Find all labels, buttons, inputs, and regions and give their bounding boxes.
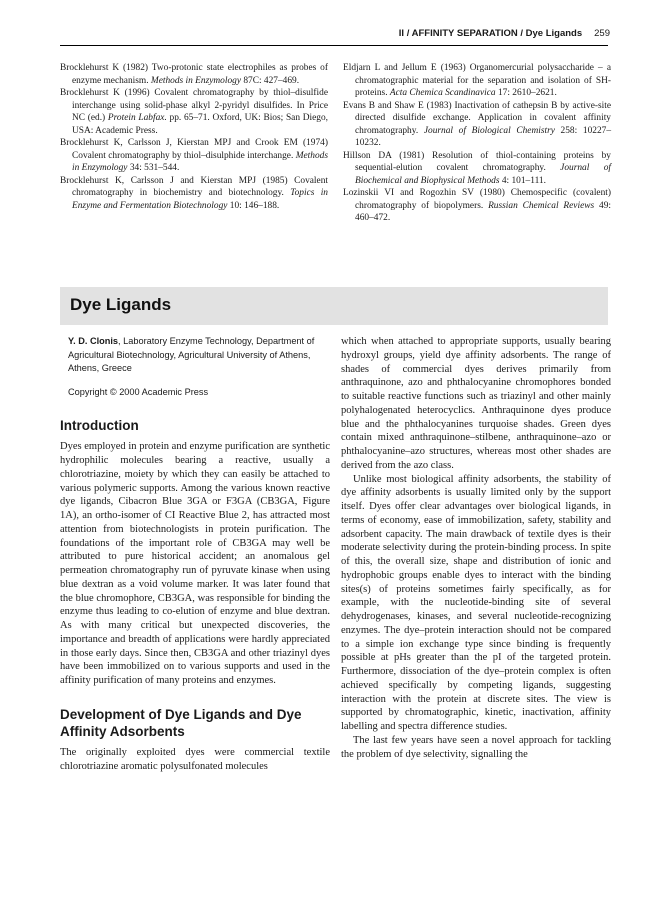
reference-item: Brocklehurst K, Carlsson J, Kierstan MPJ and Crook EM (1974) Covalent chromatography by thiol–disulphide interchange. Methods in Enzymology 34: 531–544. — [60, 138, 328, 173]
development-heading: Development of Dye Ligands and Dye Affinity Adsorbents — [60, 706, 302, 739]
reference-item: Eldjarn L and Jellum E (1963) Organomercurial polysaccharide – a chromatographic material for the separation and isolation of SH-proteins. Acta Chemica Scandinavica 17: 2610–2621. — [343, 63, 611, 98]
development-paragraph: The last few years have seen a novel approach for tackling the problem of dye selectivity, signalling the — [341, 734, 611, 760]
development-paragraph: Unlike most biological affinity adsorbents, the stability of dye affinity adsorbents is usually limited only by the support itself. Dyes offer clear advantages over biological ligands, in terms of economy, ease of immobilization, safety, stability and adsorbent capacity. The main drawback of textile dyes is their moderate selectivity during the protein-binding process. In spite of this, the overall size, shape and distribution of ionic and hydrophobic groups enable dyes to interact with the binding sites(s) of proteins sometimes fairly specifically, as for example, with the nucleotide-binding site of several dehydrogenases, kinases, and several nucleotide-recognizing enzymes. The dye–protein interaction should not be compared to a simple ion exchange type since binding is frequently possible at pHs greater than the pI of the targeted protein. Furthermore, dissociation of the dye–protein complex is often achieved specifically by competing ligands, suggesting interaction with the protein at discrete sites. The view is supported by chromatographic, kinetic, inactivation, affinity labelling and spectra difference studies. — [341, 473, 611, 732]
reference-item: Evans B and Shaw E (1983) Inactivation of cathepsin B by active-site directed disulfide exchange. Application in covalent affinity chromatography. Journal of Biological Chemistry 258: 10227–10232. — [343, 100, 612, 148]
reference-item: Brocklehurst K (1982) Two-protonic state electrophiles as probes of enzyme mechanism. Methods in Enzymology 87C: 427–469. — [60, 63, 328, 86]
page-number: 259 — [594, 28, 610, 39]
references-left-column — [60, 62, 328, 212]
development-paragraph-continued: which when attached to appropriate supports, usually bearing hydroxyl groups, yield dye affinity adsorbents. The range of shades of commercial dyes derives primarily from anthraquinone, azo and phthalocyanine chromophores bonded to suitable reactive functions such as triazinyl and other mainly polyhalogenated heterocyclics. Anthraquinone dyes produce blue and the phthalocyanines turquoise shades. Green dyes contain mixed anthraquinone–stilbene, anthraquinone–azo or phthalocyanine–azo structures, whereas most other shades are derived from the azo class. — [341, 336, 611, 471]
body-right-column — [341, 335, 611, 761]
references-right-column — [343, 62, 611, 225]
introduction-heading: Introduction — [60, 418, 139, 434]
article-title-banner — [60, 287, 608, 325]
body-left-column — [60, 335, 330, 773]
reference-item: Brocklehurst K (1996) Covalent chromatography by thiol–disulfide interchange using solid-phase alkyl 2-pyridyl disulfides. In Price NC (ed.) Protein Labfax. pp. 65–71. Oxford, UK: Bios; San Diego, USA: Academic Press. — [60, 88, 328, 136]
header-rule — [60, 45, 608, 46]
introduction-paragraph: Dyes employed in protein and enzyme purification are synthetic hydrophilic molecules bearing a reactive, usually a chlorotriazine, moiety by which they can easily be attached to various polymeric supports. Among the various known reactive dye ligands, Cibacron Blue 3GA or F3GA (CB3GA, Figure 1A), an ortho-isomer of CI Reactive Blue 2, has attracted most attention from biotechnologists in protein purification. The foundations of the important role of CB3GA may well be attributed to pure historical accident; an anomalous gel permeation chromatography run of pyruvate kinase when using blue dextran as a void volume marker. It was later found that the blue chromophore, CB3GA, was responsible for binding the enzyme thus leading to co-elution of enzyme and blue dextran. As with many critical but unexpected discoveries, the importance and breadth of applications were hardly appreciated in those early days. Since then, CB3GA and other triazinyl dyes have been immobilized on to various supports and used in the affinity purification of many proteins and enzymes. — [60, 441, 330, 686]
reference-item: Lozinskii VI and Rogozhin SV (1980) Chemospecific (covalent) chromatography of biopolymers. Russian Chemical Reviews 49: 460–472. — [343, 188, 611, 223]
reference-item: Hillson DA (1981) Resolution of thiol-containing proteins by sequential-elution covalent chromatography. Journal of Biochemical and Biophysical Methods 4: 101–111. — [343, 150, 611, 186]
copyright-line: Copyright © 2000 Academic Press — [68, 386, 209, 397]
article-title: Dye Ligands — [70, 295, 172, 314]
development-paragraph-start: The originally exploited dyes were commercial textile chlorotriazine aromatic polysulfonated molecules — [60, 746, 330, 772]
author-block — [60, 335, 330, 376]
running-head — [60, 28, 610, 44]
reference-item: Brocklehurst K, Carlsson J and Kierstan MPJ (1985) Covalent chromatography in biochemistry and biotechnology. Topics in Enzyme and Fermentation Biotechnology 10: 146–188. — [60, 175, 328, 211]
author-name: Y. D. Clonis — [68, 336, 119, 346]
running-head-title: II / AFFINITY SEPARATION / Dye Ligands — [398, 28, 583, 39]
author-affiliation: , Laboratory Enzyme Technology, Department of Agricultural Biotechnology, Agricultural University of Athens, Athens, Greece — [68, 336, 315, 373]
